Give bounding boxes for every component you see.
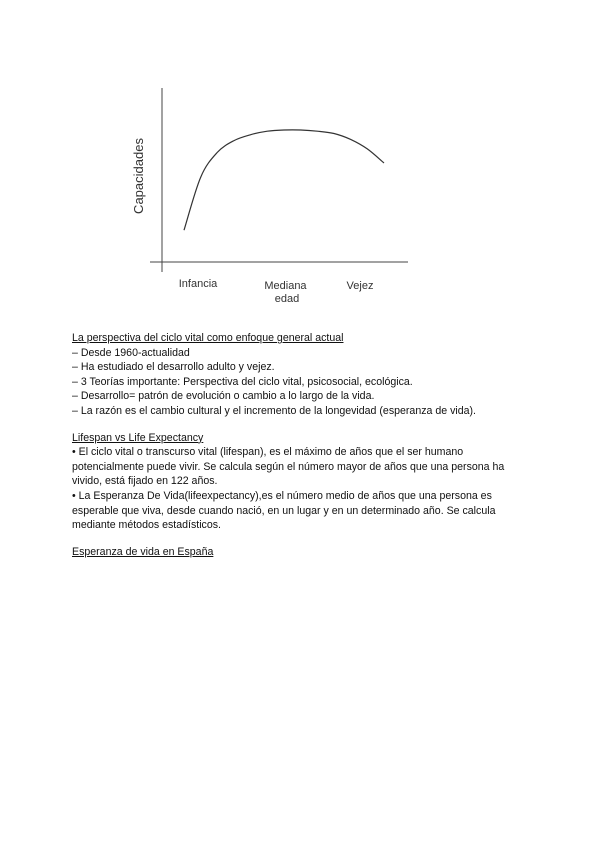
line: vivido, está fijado en 122 años. bbox=[72, 475, 218, 488]
x-tick-label-infancia: Infancia bbox=[178, 278, 218, 290]
spacer bbox=[72, 419, 542, 431]
line: – Desarrollo= patrón de evolución o cambio a lo largo de la vida. bbox=[72, 390, 375, 403]
life-capacity-chart bbox=[0, 0, 600, 320]
y-axis-label: Capacidades bbox=[131, 138, 146, 214]
line: potencialmente puede vivir. Se calcula según el número mayor de años que una persona ha bbox=[72, 460, 505, 473]
heading-perspectiva: La perspectiva del ciclo vital como enfoque general actual bbox=[72, 332, 344, 344]
line: esperable que viva, desde cuando nació, en un lugar y en un determinado año. Se calcula bbox=[72, 504, 496, 517]
line: – 3 Teorías importante: Perspectiva del ciclo vital, psicosocial, ecológica. bbox=[72, 375, 413, 388]
heading-lifespan: Lifespan vs Life Expectancy bbox=[72, 431, 204, 444]
x-tick-label-mediana-edad bbox=[264, 280, 309, 305]
spacer bbox=[72, 533, 542, 545]
line: • El ciclo vital o transcurso vital (lifespan), es el máximo de años que el ser humano bbox=[72, 446, 464, 459]
document-body bbox=[72, 331, 542, 559]
line: mediante métodos estadísticos. bbox=[72, 519, 221, 532]
heading-esperanza-espana: Esperanza de vida en España bbox=[72, 545, 214, 558]
capacity-curve bbox=[184, 130, 384, 230]
line: • La Esperanza De Vida(lifeexpectancy),es el número medio de años que una persona es bbox=[72, 489, 492, 502]
x-tick-label-mediana-line1: Mediana bbox=[264, 280, 307, 292]
line: – Ha estudiado el desarrollo adulto y vejez. bbox=[72, 361, 275, 374]
x-tick-label-vejez: Vejez bbox=[346, 280, 374, 292]
line: – Desde 1960-actualidad bbox=[72, 346, 190, 359]
x-tick-label-mediana-line2: edad bbox=[274, 293, 300, 305]
line: – La razón es el cambio cultural y el incremento de la longevidad (esperanza de vida). bbox=[72, 404, 476, 417]
